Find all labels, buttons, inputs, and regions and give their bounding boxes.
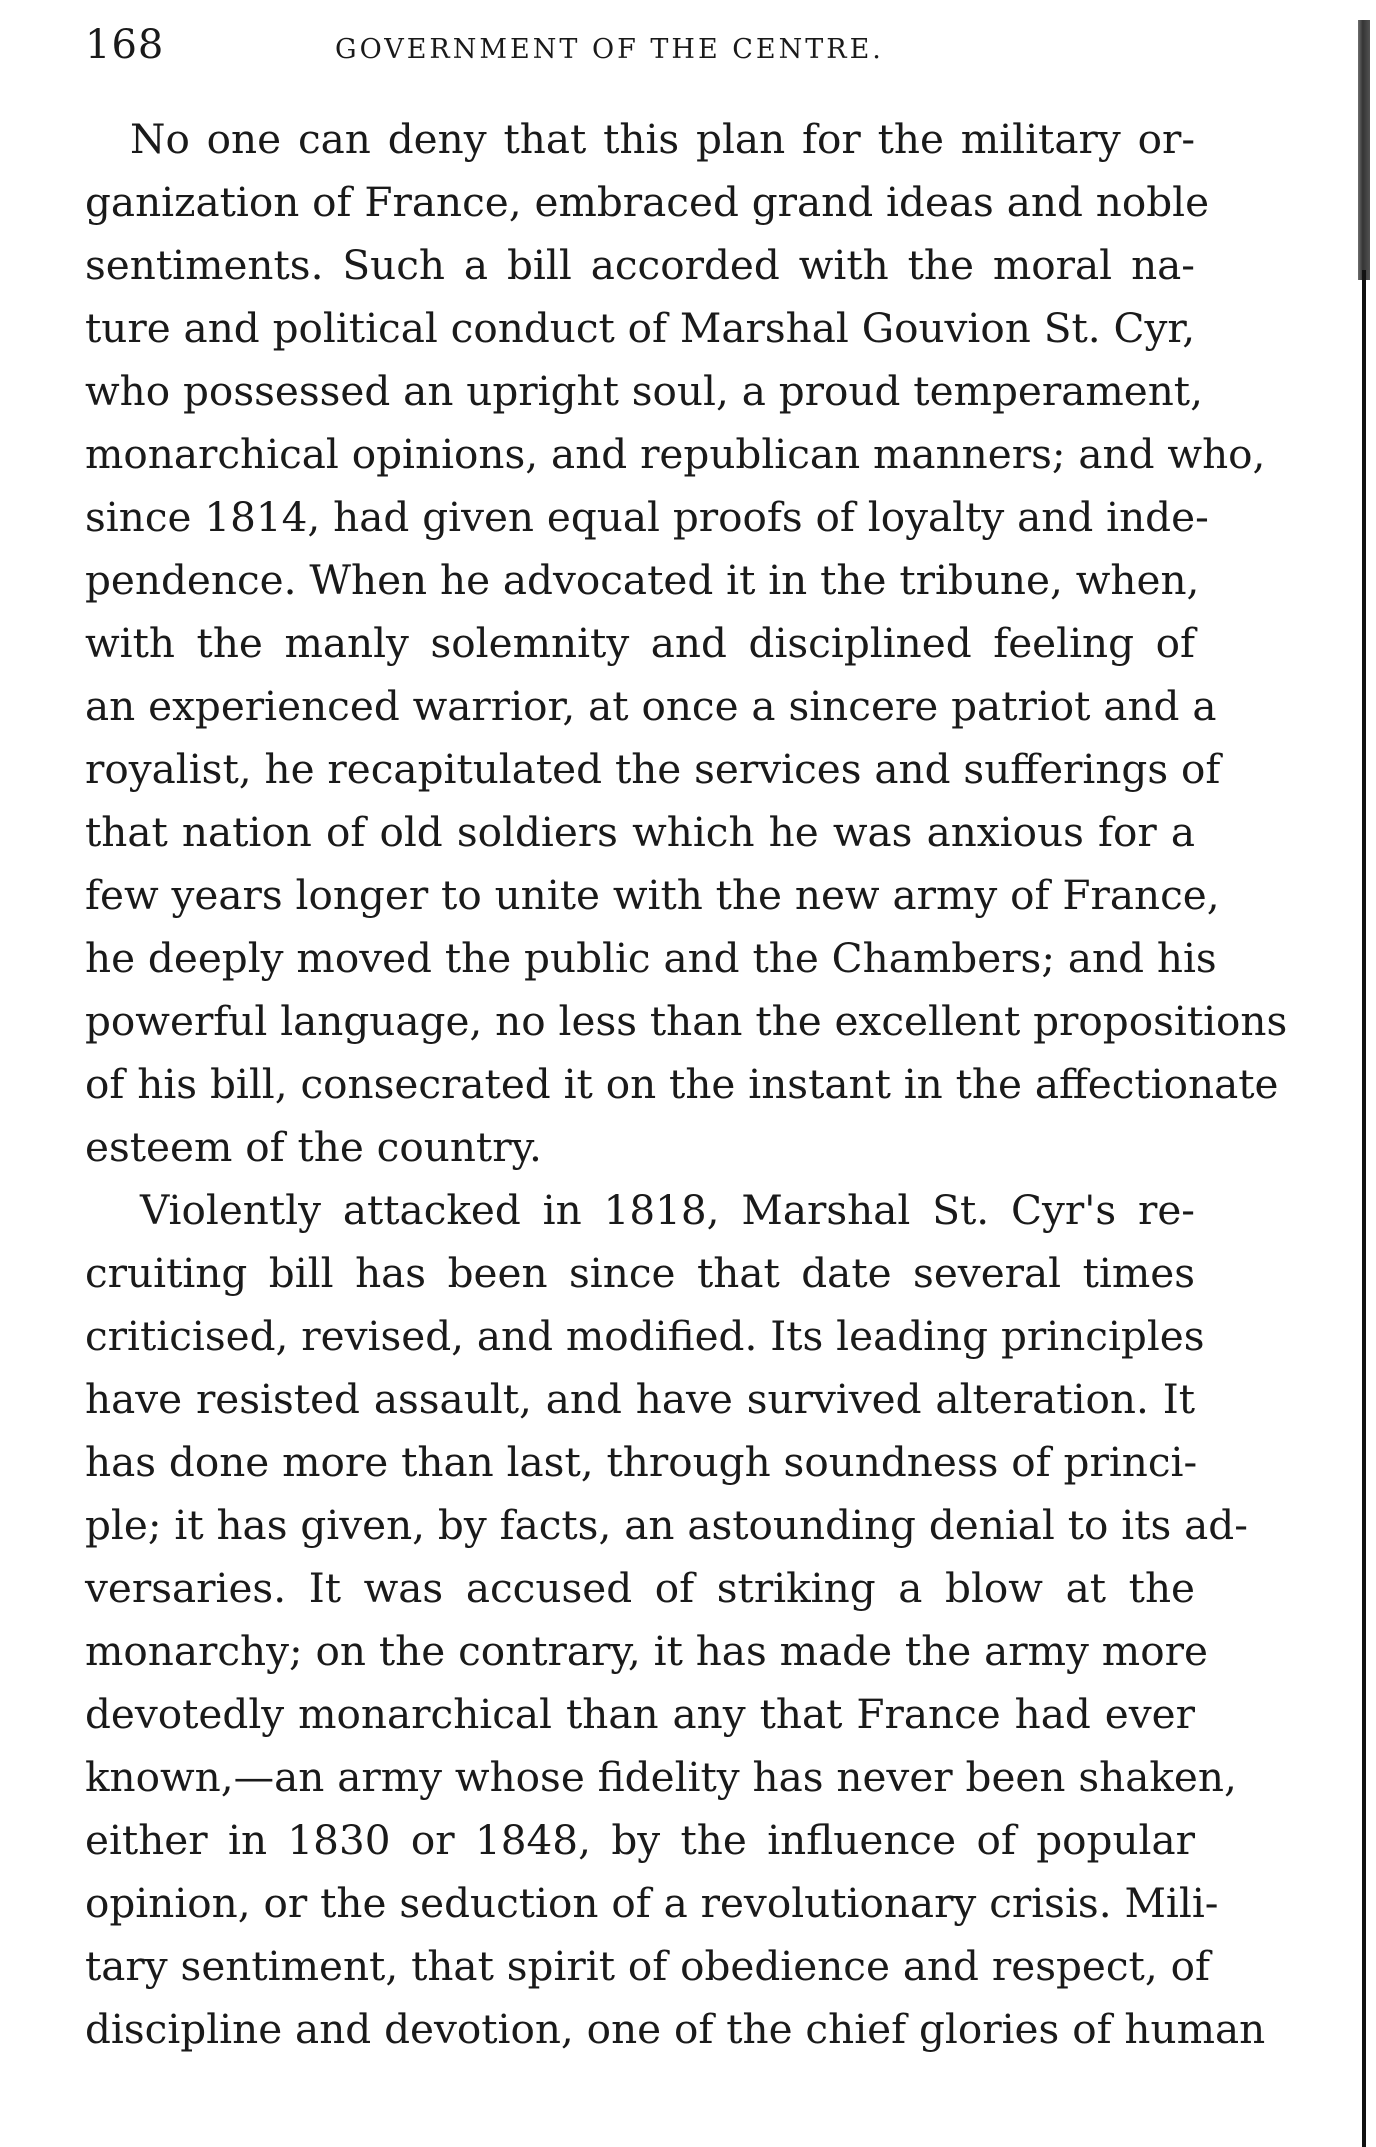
text-line: since 1814, had given equal proofs of loyalty and inde- [85,493,1209,541]
binding-shadow [1358,20,1370,280]
text-line: either in 1830 or 1848, by the influence of popular [85,1816,1195,1864]
text-line: ganization of France, embraced grand ideas and noble [85,178,1210,226]
text-line: he deeply moved the public and the Chambers; and his [85,934,1217,982]
text-line: cruiting bill has been since that date several times [85,1249,1195,1297]
text-line: ture and political conduct of Marshal Gouvion St. Cyr, [85,304,1196,352]
text-line: with the manly solemnity and disciplined feeling of [85,619,1195,667]
text-line: discipline and devotion, one of the chief glories of human [85,2005,1266,2053]
text-line: powerful language, no less than the excellent propositions [85,997,1288,1045]
text-line: an experienced warrior, at once a sincere patriot and a [85,682,1217,730]
page-binding-edge [1340,20,1376,2147]
text-line: devotedly monarchical than any that France had ever [85,1690,1195,1738]
binding-rule [1362,270,1366,2147]
text-line: ple; it has given, by facts, an astounding denial to its ad- [85,1501,1248,1549]
text-line: that nation of old soldiers which he was anxious for a [85,808,1195,856]
paragraph-1 [85,108,1288,1179]
text-line: esteem of the country. [85,1123,542,1171]
text-line: opinion, or the seduction of a revolutionary crisis. Mili- [85,1879,1219,1927]
text-line: versaries. It was accused of striking a blow at the [85,1564,1195,1612]
text-line: has done more than last, through soundness of princi- [85,1438,1198,1486]
running-head: GOVERNMENT OF THE CENTRE. [335,34,884,65]
text-line: known,—an army whose fidelity has never been shaken, [85,1753,1237,1801]
text-line: have resisted assault, and have survived alteration. It [85,1375,1195,1423]
text-line: sentiments. Such a bill accorded with the moral na- [85,241,1195,289]
text-line: few years longer to unite with the new army of France, [85,871,1220,919]
text-line: pendence. When he advocated it in the tribune, when, [85,556,1200,604]
text-line: criticised, revised, and modified. Its leading principles [85,1312,1205,1360]
page-header [85,22,1195,72]
text-line: Violently attacked in 1818, Marshal St. Cyr's re- [140,1186,1195,1234]
text-line: tary sentiment, that spirit of obedience and respect, of [85,1942,1210,1990]
text-line: royalist, he recapitulated the services and sufferings of [85,745,1221,793]
text-line: No one can deny that this plan for the military or- [130,115,1195,163]
text-line: monarchical opinions, and republican manners; and who, [85,430,1266,478]
page-number: 168 [85,22,165,68]
text-line: who possessed an upright soul, a proud temperament, [85,367,1203,415]
text-body [85,108,1288,2061]
text-line: of his bill, consecrated it on the instant in the affectionate [85,1060,1279,1108]
text-line: monarchy; on the contrary, it has made the army more [85,1627,1208,1675]
paragraph-2 [85,1179,1266,2061]
